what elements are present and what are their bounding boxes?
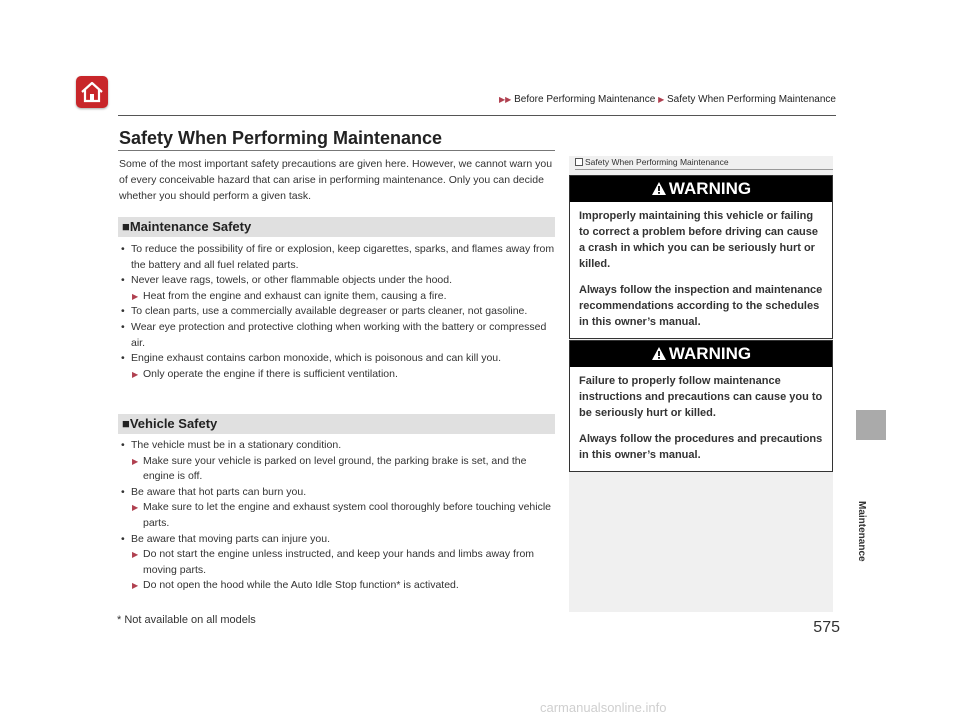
footnote: * Not available on all models	[117, 614, 256, 626]
warning-box	[569, 175, 833, 339]
home-button[interactable]	[76, 76, 108, 108]
title-divider	[118, 150, 555, 151]
warning-box	[569, 340, 833, 472]
warning-banner: WARNING	[570, 341, 832, 367]
list-item: • Wear eye protection and protective clothing when working with the battery or compressed air.	[119, 320, 555, 351]
sidebar-heading: Safety When Performing Maintenance	[575, 157, 729, 167]
chapter-tab-label[interactable]: Maintenance	[856, 501, 867, 562]
list-item: • Never leave rags, towels, or other flammable objects under the hood. ▶ Heat from the engine and exhaust can ignite them, causing a fire.	[119, 273, 555, 304]
list-item: • Engine exhaust contains carbon monoxide, which is poisonous and can kill you. ▶ Only operate the engine if there is sufficient ventilation.	[119, 351, 555, 382]
list-subitem: ▶ Do not open the hood while the Auto Idle Stop function* is activated.	[131, 578, 555, 594]
list-item: • To reduce the possibility of fire or explosion, keep cigarettes, sparks, and flames away from the battery and all fuel related parts.	[119, 242, 555, 273]
watermark: carmanualsonline.info	[540, 700, 667, 715]
breadcrumb-item-parent[interactable]: Before Performing Maintenance	[514, 94, 656, 105]
list-item: • To clean parts, use a commercially available degreaser or parts cleaner, not gasoline.	[119, 304, 555, 320]
warning-triangle-icon	[651, 346, 667, 361]
chapter-tab[interactable]	[856, 410, 886, 440]
home-icon	[76, 76, 108, 108]
breadcrumb-arrow-icon: ▶	[658, 95, 665, 104]
section-heading-maintenance-safety: ■Maintenance Safety	[118, 217, 555, 237]
warning-banner: WARNING	[570, 176, 832, 202]
section-heading-vehicle-safety: ■Vehicle Safety	[118, 414, 555, 434]
breadcrumb	[470, 94, 836, 105]
warning-text: Always follow the procedures and precautions in this owner’s manual.	[579, 433, 823, 461]
warning-text: Failure to properly follow maintenance instructions and precautions can cause you to be seriously hurt or killed.	[579, 375, 823, 419]
reference-marker-icon	[575, 158, 583, 166]
list-subitem: ▶ Make sure to let the engine and exhaust system cool thoroughly before touching vehicle parts.	[131, 500, 555, 531]
breadcrumb-item-current: Safety When Performing Maintenance	[667, 94, 836, 105]
list-item: • Be aware that moving parts can injure you. ▶ Do not start the engine unless instructed, and keep your hands and limbs away from moving parts. ▶ Do not open the hood while the Auto Idle Stop function* is activated.	[119, 532, 555, 594]
list-subitem: ▶ Only operate the engine if there is sufficient ventilation.	[131, 367, 555, 383]
intro-paragraph: Some of the most important safety precautions are given here. However, we cannot warn you of every conceivable hazard that can arise in performing maintenance. Only you can decide whether you should perform a given task.	[119, 158, 553, 202]
header-divider	[118, 115, 836, 116]
warning-text: Improperly maintaining this vehicle or failing to correct a problem before driving can cause a crash in which you can be seriously hurt or killed.	[579, 210, 819, 270]
breadcrumb-arrow-icon: ▶▶	[499, 95, 512, 104]
maintenance-safety-list	[119, 242, 555, 382]
sidebar-divider	[575, 169, 833, 170]
page-number: 575	[813, 619, 840, 636]
warning-triangle-icon	[651, 181, 667, 196]
page-title: Safety When Performing Maintenance	[119, 128, 443, 148]
vehicle-safety-list	[119, 438, 555, 594]
list-subitem: ▶ Heat from the engine and exhaust can ignite them, causing a fire.	[131, 289, 555, 305]
list-item: • The vehicle must be in a stationary condition. ▶ Make sure your vehicle is parked on level ground, the parking brake is set, and the engine is off.	[119, 438, 555, 485]
list-subitem: ▶ Make sure your vehicle is parked on level ground, the parking brake is set, and the engine is off.	[131, 454, 555, 485]
list-subitem: ▶ Do not start the engine unless instructed, and keep your hands and limbs away from moving parts.	[131, 547, 555, 578]
warning-text: Always follow the inspection and maintenance recommendations according to the schedules in this owner’s manual.	[579, 284, 823, 328]
list-item: • Be aware that hot parts can burn you. ▶ Make sure to let the engine and exhaust system cool thoroughly before touching vehicle parts.	[119, 485, 555, 532]
